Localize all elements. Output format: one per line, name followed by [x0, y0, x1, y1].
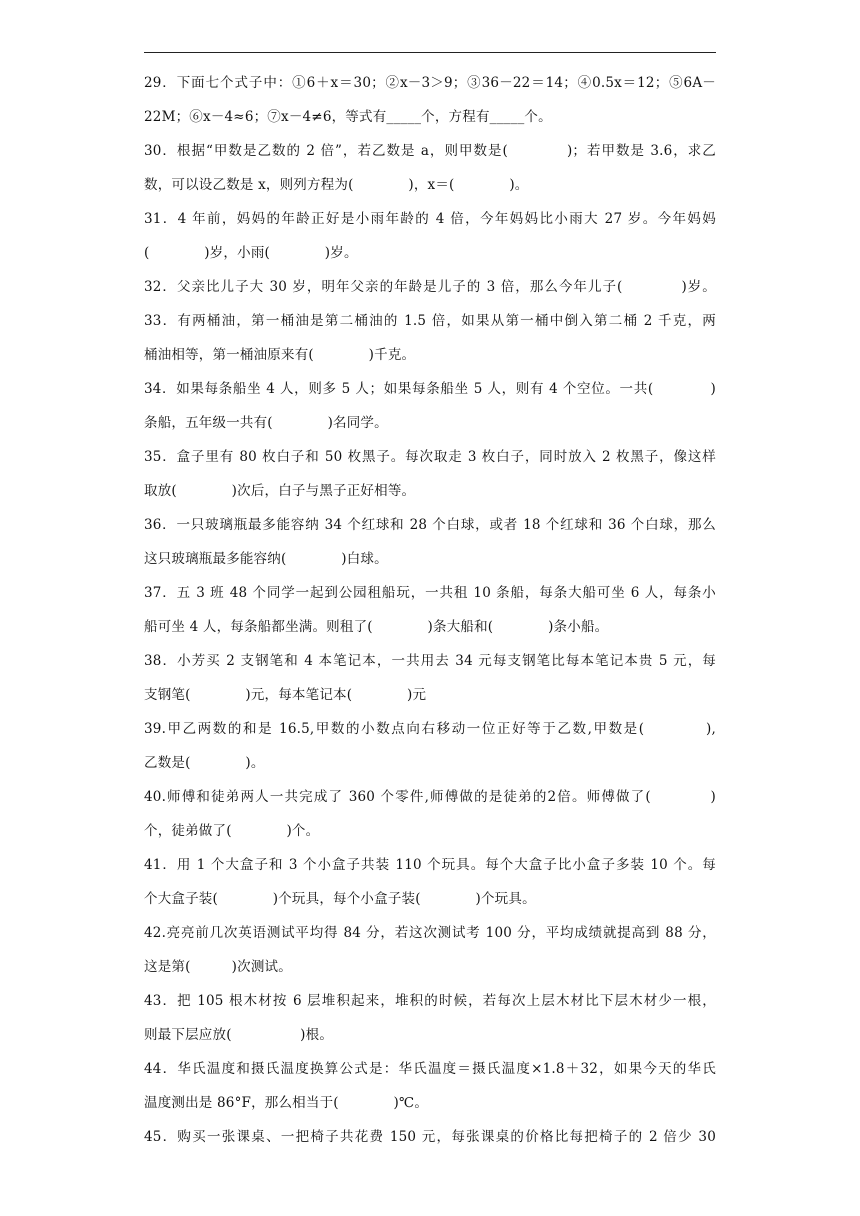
- question-list: [144, 66, 716, 1154]
- question-42-line-2: 这是第( )次测试。: [144, 959, 292, 975]
- question-42-line-1: 42.亮亮前几次英语测试平均得 84 分，若这次测试考 100 分，平均成绩就提高到 88 分，: [144, 925, 716, 941]
- question-33-line-1: 33．有两桶油，第一桶油是第二桶油的 1.5 倍，如果从第一桶中倒入第二桶 2 千克，两: [144, 313, 716, 329]
- question-40-line-1: 40.师傅和徒弟两人一共完成了 360 个零件,师傅做的是徒弟的2倍。师傅做了( ): [144, 789, 716, 805]
- question-34-line-1: 34．如果每条船坐 4 人，则多 5 人；如果每条船坐 5 人，则有 4 个空位。一共( ): [144, 381, 716, 397]
- question-32-line-1: 32．父亲比儿子大 30 岁，明年父亲的年龄是儿子的 3 倍，那么今年儿子( )岁。: [144, 279, 716, 295]
- question-30-line-1: 30．根据“甲数是乙数的 2 倍”，若乙数是 a，则甲数是( )；若甲数是 3.6，求乙: [144, 143, 716, 159]
- question-40-line-2: 个，徒弟做了( )个。: [144, 823, 320, 839]
- question-31-line-2: ( )岁，小雨( )岁。: [144, 245, 358, 261]
- question-38-line-2: 支钢笔( )元，每本笔记本( )元: [144, 687, 427, 703]
- question-44-line-2: 温度测出是 86°F，那么相当于( )℃。: [144, 1095, 429, 1111]
- question-29-line-1: 29．下面七个式子中：①6＋x＝30；②x－3＞9；③36－22＝14；④0.5x＝12；⑤6A－: [144, 75, 716, 91]
- question-35-line-2: 取放( )次后，白子与黑子正好相等。: [144, 483, 416, 499]
- header-rule: [144, 52, 716, 53]
- question-30-line-2: 数，可以设乙数是 x，则列方程为( )，x＝( )。: [144, 177, 529, 193]
- question-36-line-2: 这只玻璃瓶最多能容纳( )白球。: [144, 551, 388, 567]
- question-37-line-2: 船可坐 4 人，每条船都坐满。则租了( )条大船和( )条小船。: [144, 619, 609, 635]
- question-35-line-1: 35．盒子里有 80 枚白子和 50 枚黑子。每次取走 3 枚白子，同时放入 2 枚黑子，像这样: [144, 449, 716, 465]
- question-33-line-2: 桶油相等，第一桶油原来有( )千克。: [144, 347, 416, 363]
- question-45-line-1: 45．购买一张课桌、一把椅子共花费 150 元，每张课桌的价格比每把椅子的 2 倍少 30: [144, 1129, 716, 1145]
- question-37-line-1: 37．五 3 班 48 个同学一起到公园租船玩，一共租 10 条船，每条大船可坐 6 人，每条小: [144, 585, 716, 601]
- question-39-line-2: 乙数是( )。: [144, 755, 265, 771]
- question-41-line-2: 个大盒子装( )个玩具，每个小盒子装( )个玩具。: [144, 891, 536, 907]
- question-29-line-2: 22M；⑥x－4≈6；⑦x－4≠6，等式有_____个，方程有_____个。: [144, 109, 552, 125]
- question-43-line-2: 则最下层应放( )根。: [144, 1027, 334, 1043]
- question-44-line-1: 44．华氏温度和摄氏温度换算公式是：华氏温度＝摄氏温度×1.8＋32，如果今天的华氏: [144, 1061, 716, 1077]
- question-43-line-1: 43．把 105 根木材按 6 层堆积起来，堆积的时候，若每次上层木材比下层木材少一根，: [144, 993, 716, 1009]
- question-31-line-1: 31．4 年前，妈妈的年龄正好是小雨年龄的 4 倍，今年妈妈比小雨大 27 岁。今年妈妈: [144, 211, 716, 227]
- question-38-line-1: 38．小芳买 2 支钢笔和 4 本笔记本，一共用去 34 元每支钢笔比每本笔记本贵 5 元，每: [144, 653, 716, 669]
- question-39-line-1: 39.甲乙两数的和是 16.5,甲数的小数点向右移动一位正好等于乙数,甲数是( ),: [144, 721, 716, 737]
- question-41-line-1: 41．用 1 个大盒子和 3 个小盒子共装 110 个玩具。每个大盒子比小盒子多装 10 个。每: [144, 857, 716, 873]
- question-34-line-2: 条船，五年级一共有( )名同学。: [144, 415, 388, 431]
- question-36-line-1: 36．一只玻璃瓶最多能容纳 34 个红球和 28 个白球，或者 18 个红球和 36 个白球，那么: [144, 517, 716, 533]
